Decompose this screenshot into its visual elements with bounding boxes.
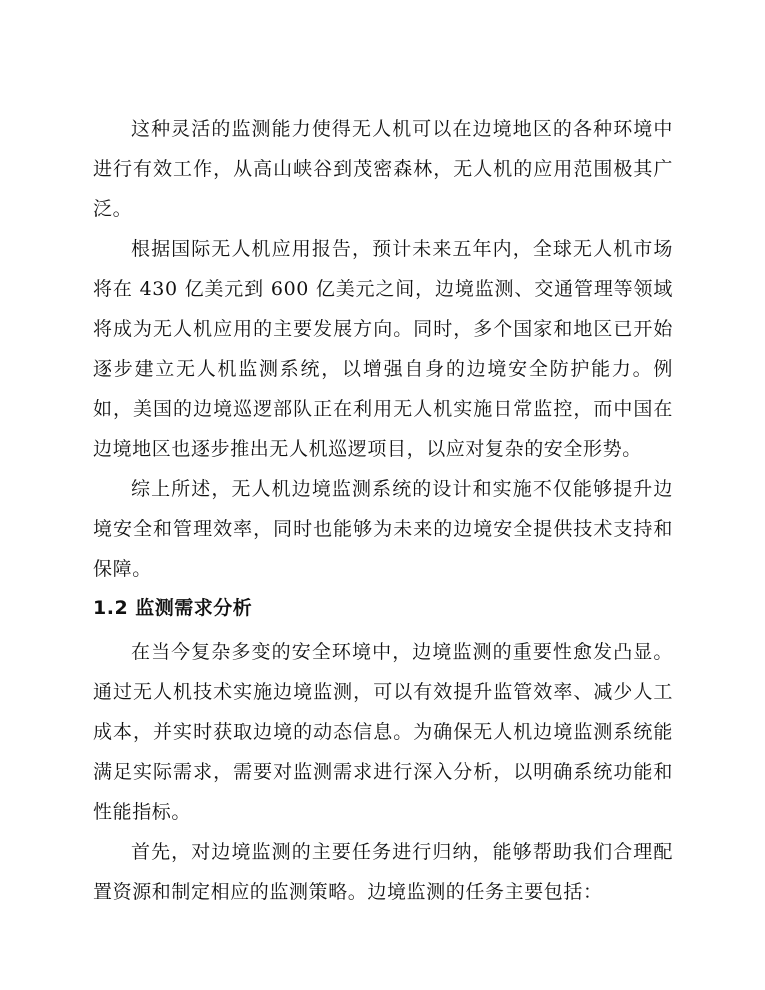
body-paragraph: 首先，对边境监测的主要任务进行归纳，能够帮助我们合理配置资源和制定相应的监测策略。边境监测的任务主要包括： [93,841,673,903]
body-paragraph: 这种灵活的监测能力使得无人机可以在边境地区的各种环境中进行有效工作，从高山峡谷到茂密森林，无人机的应用范围极其广泛。 [93,118,673,220]
body-paragraph: 根据国际无人机应用报告，预计未来五年内，全球无人机市场将在 430 亿美元到 600 亿美元之间，边境监测、交通管理等领域将成为无人机应用的主要发展方向。同时，多个国家和地区已开始逐步建立无人机监测系统，以增强自身的边境安全防护能力。例如，美国的边境巡逻部队正在利用无人机实施日常监控，而中国在边境地区也逐步推出无人机巡逻项目，以应对复杂的安全形势。 [93,238,673,460]
section-heading: 1.2 监测需求分析 [93,597,253,619]
body-paragraph: 在当今复杂多变的安全环境中，边境监测的重要性愈发凸显。通过无人机技术实施边境监测，可以有效提升监管效率、减少人工成本，并实时获取边境的动态信息。为确保无人机边境监测系统能满足实际需求，需要对监测需求进行深入分析，以明确系统功能和性能指标。 [93,641,673,823]
body-paragraph: 综上所述，无人机边境监测系统的设计和实施不仅能够提升边境安全和管理效率，同时也能够为未来的边境安全提供技术支持和保障。 [93,478,673,580]
